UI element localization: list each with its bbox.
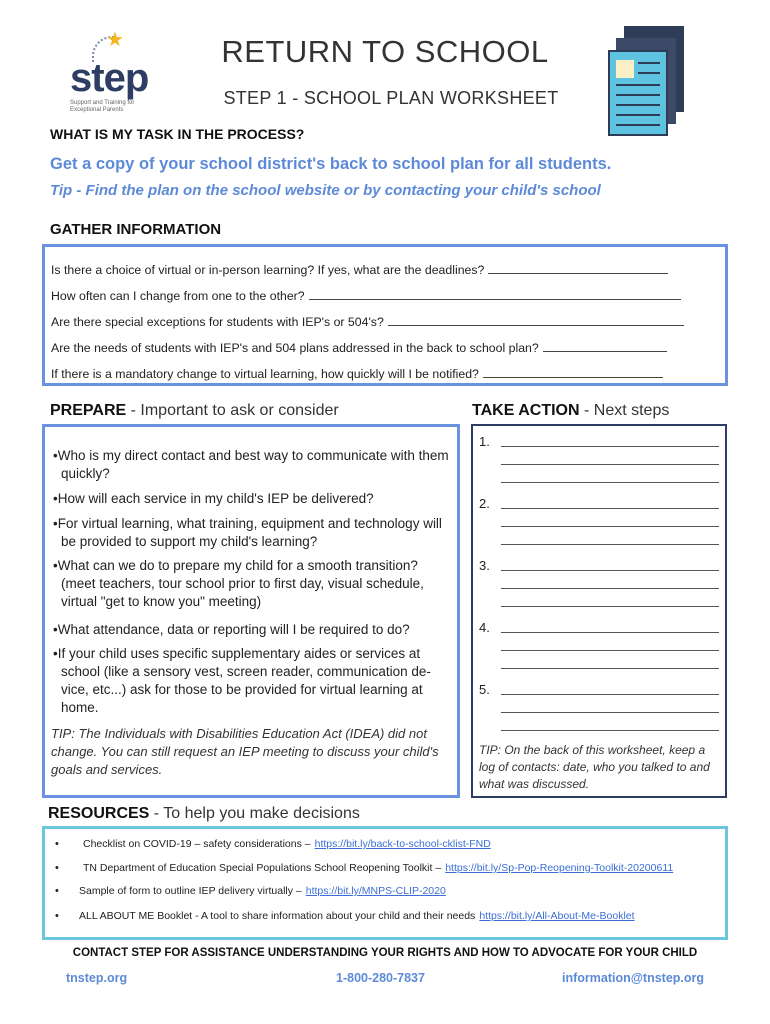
step-number: 3. — [479, 558, 490, 573]
prepare-item: •How will each service in my child's IEP be delivered? — [53, 491, 374, 506]
phone-number[interactable]: 1-800-280-7837 — [336, 971, 425, 985]
answer-line[interactable] — [501, 694, 719, 695]
task-tip: Tip - Find the plan on the school website or by contacting your child's school — [50, 182, 601, 199]
prepare-tip: TIP: The Individuals with Disabilities Education Act (IDEA) did not change. You can still request an IEP meeting to discuss your child's goals and services. — [51, 726, 439, 777]
answer-blank[interactable] — [388, 314, 684, 326]
action-heading: TAKE ACTION - Next steps — [472, 402, 670, 419]
gather-question: Are the needs of students with IEP's and 504 plans addressed in the back to school plan? — [51, 340, 667, 355]
logo-tagline: Support and Training for Exceptional Parents — [70, 100, 135, 113]
answer-line[interactable] — [501, 650, 719, 651]
gather-question: How often can I change from one to the other? — [51, 288, 681, 303]
resource-link[interactable]: https://bit.ly/Sp-Pop-Reopening-Toolkit-20200611 — [445, 862, 674, 874]
prepare-item: •What can we do to prepare my child for a smooth transition? (meet teachers, tour school prior to first day, visual schedule, virtual "get to know you" meeting) — [53, 558, 424, 609]
resources-box — [42, 826, 728, 940]
answer-blank[interactable] — [488, 262, 668, 274]
answer-line[interactable] — [501, 508, 719, 509]
step-number: 5. — [479, 682, 490, 697]
gather-question: Is there a choice of virtual or in-person learning? If yes, what are the deadlines? — [51, 262, 668, 277]
step-number: 1. — [479, 434, 490, 449]
step-number: 4. — [479, 620, 490, 635]
email-link[interactable]: information@tnstep.org — [562, 971, 705, 985]
resource-item: • Checklist on COVID-19 – safety considerations – https://bit.ly/back-to-school-cklist-FND — [55, 838, 491, 850]
prepare-box — [42, 424, 460, 798]
gather-question: If there is a mandatory change to virtual learning, how quickly will I be notified? — [51, 366, 663, 381]
answer-line[interactable] — [501, 588, 719, 589]
resource-link[interactable]: https://bit.ly/back-to-school-cklist-FND — [314, 838, 491, 850]
step-number: 2. — [479, 496, 490, 511]
resources-heading: RESOURCES - To help you make decisions — [48, 805, 360, 822]
answer-line[interactable] — [501, 526, 719, 527]
action-tip: TIP: On the back of this worksheet, keep a log of contacts: date, who you talked to and what was discussed. — [479, 743, 710, 791]
prepare-item: •For virtual learning, what training, equipment and technology will be provided to support my child's learning? — [53, 516, 442, 549]
answer-line[interactable] — [501, 482, 719, 483]
resource-item: • TN Department of Education Special Populations School Reopening Toolkit – https://bit.ly/Sp-Pop-Reopening-Toolkit-20200611 — [55, 862, 674, 874]
resource-item: • Sample of form to outline IEP delivery virtually – https://bit.ly/MNPS-CLIP-2020 — [55, 885, 446, 897]
gather-box — [42, 244, 728, 386]
task-question: WHAT IS MY TASK IN THE PROCESS? — [50, 126, 305, 142]
prepare-item: •Who is my direct contact and best way to communicate with them quickly? — [53, 448, 449, 481]
prepare-item: •If your child uses specific supplementary aides or services at school (like a sensory vest, screen reader, communication de-vice, etc...) ask for those to be provided for virtual learning at home. — [53, 646, 431, 715]
contact-banner: CONTACT STEP FOR ASSISTANCE UNDERSTANDING YOUR RIGHTS AND HOW TO ADVOCATE FOR YOUR CHILD — [72, 947, 698, 959]
answer-line[interactable] — [501, 730, 719, 731]
action-box — [471, 424, 727, 798]
website-link[interactable]: tnstep.org — [66, 971, 128, 985]
resource-link[interactable]: https://bit.ly/All-About-Me-Booklet — [479, 910, 635, 922]
answer-line[interactable] — [501, 668, 719, 669]
page-title: RETURN TO SCHOOL — [221, 34, 549, 69]
answer-line[interactable] — [501, 632, 719, 633]
answer-blank[interactable] — [309, 288, 681, 300]
answer-line[interactable] — [501, 712, 719, 713]
answer-blank[interactable] — [483, 366, 663, 378]
page-subtitle: STEP 1 - SCHOOL PLAN WORKSHEET — [223, 88, 559, 108]
resource-link[interactable]: https://bit.ly/MNPS-CLIP-2020 — [305, 885, 446, 897]
answer-line[interactable] — [501, 544, 719, 545]
answer-line[interactable] — [501, 570, 719, 571]
answer-line[interactable] — [501, 446, 719, 447]
answer-blank[interactable] — [543, 340, 667, 352]
task-main-text: Get a copy of your school district's back to school plan for all students. — [50, 155, 612, 173]
resource-item: • ALL ABOUT ME Booklet - A tool to share information about your child and their needs https://bit.ly/All-About-Me-Booklet — [55, 910, 635, 922]
star-icon: ★ — [106, 29, 124, 51]
documents-icon — [608, 26, 688, 138]
prepare-heading: PREPARE - Important to ask or consider — [50, 402, 339, 419]
prepare-item: •What attendance, data or reporting will I be required to do? — [53, 622, 410, 637]
logo-word: step — [70, 56, 149, 100]
gather-heading: GATHER INFORMATION — [50, 221, 222, 238]
gather-question: Are there special exceptions for students with IEP's or 504's? — [51, 314, 684, 329]
answer-line[interactable] — [501, 606, 719, 607]
answer-line[interactable] — [501, 464, 719, 465]
